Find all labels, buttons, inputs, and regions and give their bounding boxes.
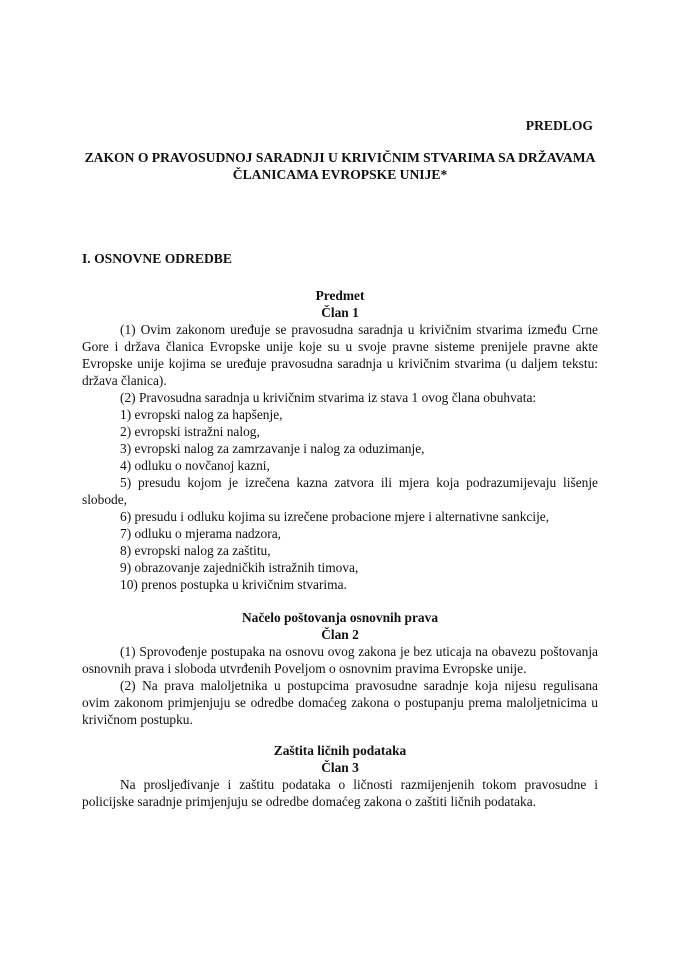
title-line-1: ZAKON O PRAVOSUDNOJ SARADNJI U KRIVIČNIM STVARIMA SA DRŽAVAMA <box>84 150 596 165</box>
list-item: 1) evropski nalog za hapšenje, <box>120 407 283 422</box>
list-item: 6) presudu i odluku kojima su izrečene probacione mjere i alternativne sankcije, <box>120 509 550 524</box>
article-2-para-2-line: krivičnom postupku. <box>82 712 193 727</box>
article-2 <box>82 609 598 728</box>
list-item: 7) odluku o mjerama nadzora, <box>120 526 282 541</box>
article-1-para-1-line: Evropske unije kojima se uređuje pravosudna saradnja u krivičnim stvarima (u daljem tekstu: <box>82 356 598 371</box>
article-2-para-2-line: ovim zakonom primjenjuju se odredbe domaćeg zakona o postupanju prema maloljetnicima u <box>82 695 598 710</box>
list-item: 8) evropski nalog za zaštitu, <box>120 543 271 558</box>
article-3-para-1-line: Na prosljeđivanje i zaštitu podataka o ličnosti razmijenjenih tokom pravosudne i <box>120 777 598 792</box>
section-heading: I. OSNOVNE ODREDBE <box>82 251 232 266</box>
article-3 <box>82 742 598 810</box>
article-1-number: Član 1 <box>321 305 359 320</box>
article-1-para-1-line: Gore i država članica Evropske unije koje su u svoje pravne sisteme prenijele pravne akte <box>82 339 598 354</box>
list-item: 3) evropski nalog za zamrzavanje i nalog za oduzimanje, <box>120 441 425 456</box>
article-3-subject: Zaštita ličnih podataka <box>273 743 407 758</box>
list-item: 10) prenos postupka u krivičnim stvarima. <box>120 577 347 592</box>
article-1-para-1-line: država članica). <box>82 373 167 388</box>
article-1-para-1-line: (1) Ovim zakonom uređuje se pravosudna saradnja u krivičnim stvarima između Crne <box>120 322 598 337</box>
article-1-subject: Predmet <box>315 288 365 303</box>
article-1 <box>82 287 598 593</box>
list-item: 4) odluku o novčanoj kazni, <box>120 458 270 473</box>
list-item: 5) presudu kojom je izrečena kazna zatvora ili mjera koja podrazumijevaju lišenje <box>120 475 598 490</box>
article-3-para-1-line: policijske saradnje primjenjuju se odredbe domaćeg zakona o zaštiti ličnih podataka. <box>82 794 537 809</box>
article-2-para-2-line: (2) Na prava maloljetnika u postupcima pravosudne saradnje koja nijesu regulisana <box>120 678 598 693</box>
title-line-2: ČLANICAMA EVROPSKE UNIJE* <box>232 167 448 182</box>
article-1-para-2: (2) Pravosudna saradnja u krivičnim stvarima iz stava 1 ovog člana obuhvata: <box>120 390 537 405</box>
list-item: 9) obrazovanje zajedničkih istražnih timova, <box>120 560 359 575</box>
list-item-continuation: slobode, <box>82 492 128 507</box>
article-2-para-1-line: (1) Sprovođenje postupaka na osnovu ovog zakona je bez uticaja na obavezu poštovanja <box>120 644 598 659</box>
article-2-para-1-line: osnovnih prava i sloboda utvrđenih Poveljom o osnovnim pravima Evropske unije. <box>82 661 527 676</box>
document-title <box>70 149 610 183</box>
article-2-number: Član 2 <box>321 627 359 642</box>
list-item: 2) evropski istražni nalog, <box>120 424 260 439</box>
proposal-label: PREDLOG <box>525 118 593 133</box>
article-2-subject: Načelo poštovanja osnovnih prava <box>241 610 439 625</box>
article-3-number: Član 3 <box>321 760 359 775</box>
